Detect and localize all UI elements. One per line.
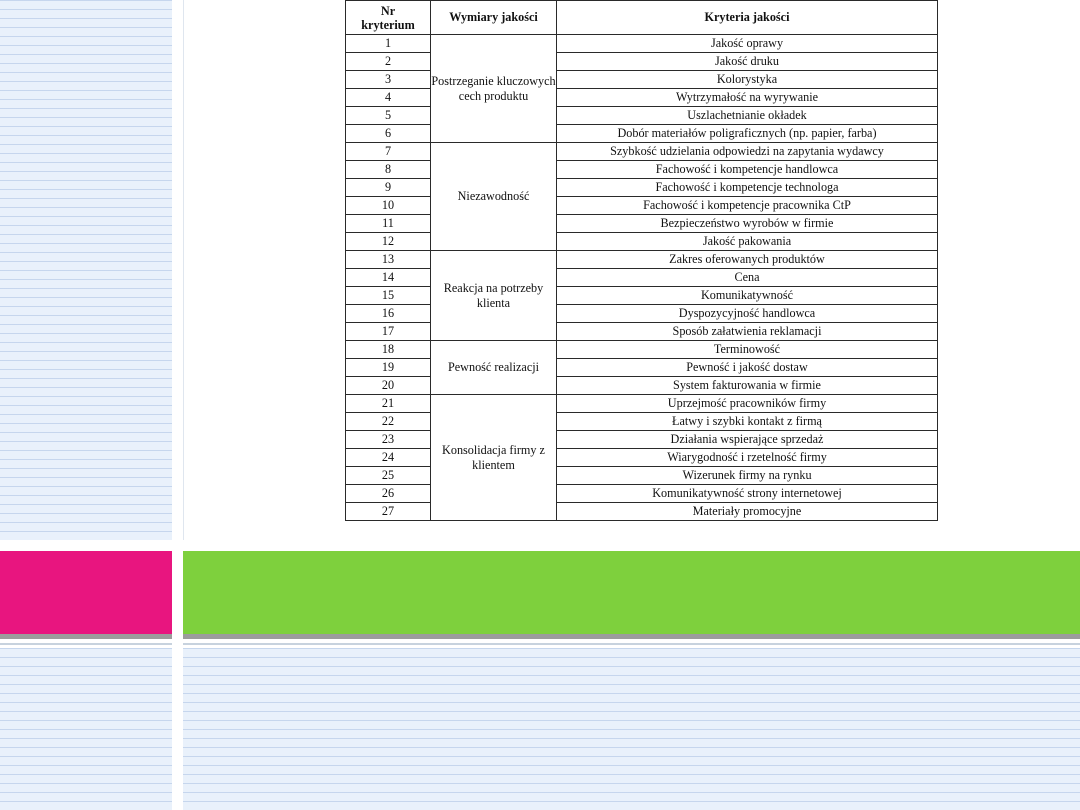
criterion-number: 7 [346, 143, 431, 161]
quality-criterion: Jakość druku [557, 53, 938, 71]
left-lined-footer [0, 648, 172, 810]
criterion-number: 5 [346, 107, 431, 125]
criterion-number: 9 [346, 179, 431, 197]
quality-criterion: Cena [557, 269, 938, 287]
criterion-number: 13 [346, 251, 431, 269]
quality-criterion: Materiały promocyjne [557, 503, 938, 521]
quality-criterion: Zakres oferowanych produktów [557, 251, 938, 269]
quality-criterion: Komunikatywność [557, 287, 938, 305]
criterion-number: 1 [346, 35, 431, 53]
pink-accent-bar [0, 551, 172, 635]
quality-criterion: Wytrzymałość na wyrywanie [557, 89, 938, 107]
quality-criterion: Terminowość [557, 341, 938, 359]
green-title-bar [183, 551, 1080, 635]
header-nr-line1: Nr [380, 3, 396, 18]
content-lined-footer [183, 648, 1080, 810]
table-row [346, 395, 938, 413]
quality-dimension: Reakcja na potrzeby klienta [431, 251, 557, 341]
quality-dimension: Postrzeganie kluczowych cech produktu [431, 35, 557, 143]
quality-criterion: Uprzejmość pracowników firmy [557, 395, 938, 413]
thin-rule-left [0, 643, 172, 645]
quality-criterion: Komunikatywność strony internetowej [557, 485, 938, 503]
quality-dimension: Konsolidacja firmy z klientem [431, 395, 557, 521]
grey-rule-left [0, 634, 172, 639]
table-row [346, 143, 938, 161]
criterion-number: 19 [346, 359, 431, 377]
criterion-number: 21 [346, 395, 431, 413]
criterion-number: 11 [346, 215, 431, 233]
quality-dimension: Niezawodność [431, 143, 557, 251]
criterion-number: 17 [346, 323, 431, 341]
quality-criterion: Fachowość i kompetencje technologa [557, 179, 938, 197]
table-header-row [346, 1, 938, 35]
quality-dimension: Pewność realizacji [431, 341, 557, 395]
quality-criterion: Dyspozycyjność handlowca [557, 305, 938, 323]
criterion-number: 27 [346, 503, 431, 521]
quality-criterion: Pewność i jakość dostaw [557, 359, 938, 377]
header-criteria: Kryteria jakości [557, 1, 938, 35]
table-row [346, 251, 938, 269]
criterion-number: 16 [346, 305, 431, 323]
criterion-number: 6 [346, 125, 431, 143]
criterion-number: 4 [346, 89, 431, 107]
quality-criterion: Jakość pakowania [557, 233, 938, 251]
content-divider [183, 0, 184, 540]
criterion-number: 15 [346, 287, 431, 305]
criterion-number: 10 [346, 197, 431, 215]
quality-criterion: System fakturowania w firmie [557, 377, 938, 395]
quality-criterion: Jakość oprawy [557, 35, 938, 53]
quality-criterion: Wiarygodność i rzetelność firmy [557, 449, 938, 467]
criterion-number: 14 [346, 269, 431, 287]
criterion-number: 20 [346, 377, 431, 395]
quality-criterion: Fachowość i kompetencje handlowca [557, 161, 938, 179]
grey-rule-right [183, 634, 1080, 639]
quality-criterion: Sposób załatwienia reklamacji [557, 323, 938, 341]
criterion-number: 18 [346, 341, 431, 359]
quality-criterion: Kolorystyka [557, 71, 938, 89]
criterion-number: 12 [346, 233, 431, 251]
thin-rule-right [183, 643, 1080, 645]
quality-criterion: Fachowość i kompetencje pracownika CtP [557, 197, 938, 215]
criterion-number: 24 [346, 449, 431, 467]
left-lined-panel [0, 0, 172, 540]
criterion-number: 23 [346, 431, 431, 449]
header-nr [346, 1, 431, 35]
quality-criterion: Działania wspierające sprzedaż [557, 431, 938, 449]
table-row [346, 341, 938, 359]
criterion-number: 22 [346, 413, 431, 431]
table-body [346, 35, 938, 521]
quality-criterion: Bezpieczeństwo wyrobów w firmie [557, 215, 938, 233]
criterion-number: 2 [346, 53, 431, 71]
quality-criteria-table [345, 0, 938, 521]
criterion-number: 25 [346, 467, 431, 485]
quality-criterion: Dobór materiałów poligraficznych (np. papier, farba) [557, 125, 938, 143]
header-dimension: Wymiary jakości [431, 1, 557, 35]
quality-criterion: Uszlachetnianie okładek [557, 107, 938, 125]
quality-criterion: Łatwy i szybki kontakt z firmą [557, 413, 938, 431]
quality-criterion: Wizerunek firmy na rynku [557, 467, 938, 485]
criterion-number: 3 [346, 71, 431, 89]
header-nr-line2: kryterium [361, 17, 415, 32]
criterion-number: 8 [346, 161, 431, 179]
quality-criterion: Szybkość udzielania odpowiedzi na zapytania wydawcy [557, 143, 938, 161]
table-row [346, 35, 938, 53]
criterion-number: 26 [346, 485, 431, 503]
